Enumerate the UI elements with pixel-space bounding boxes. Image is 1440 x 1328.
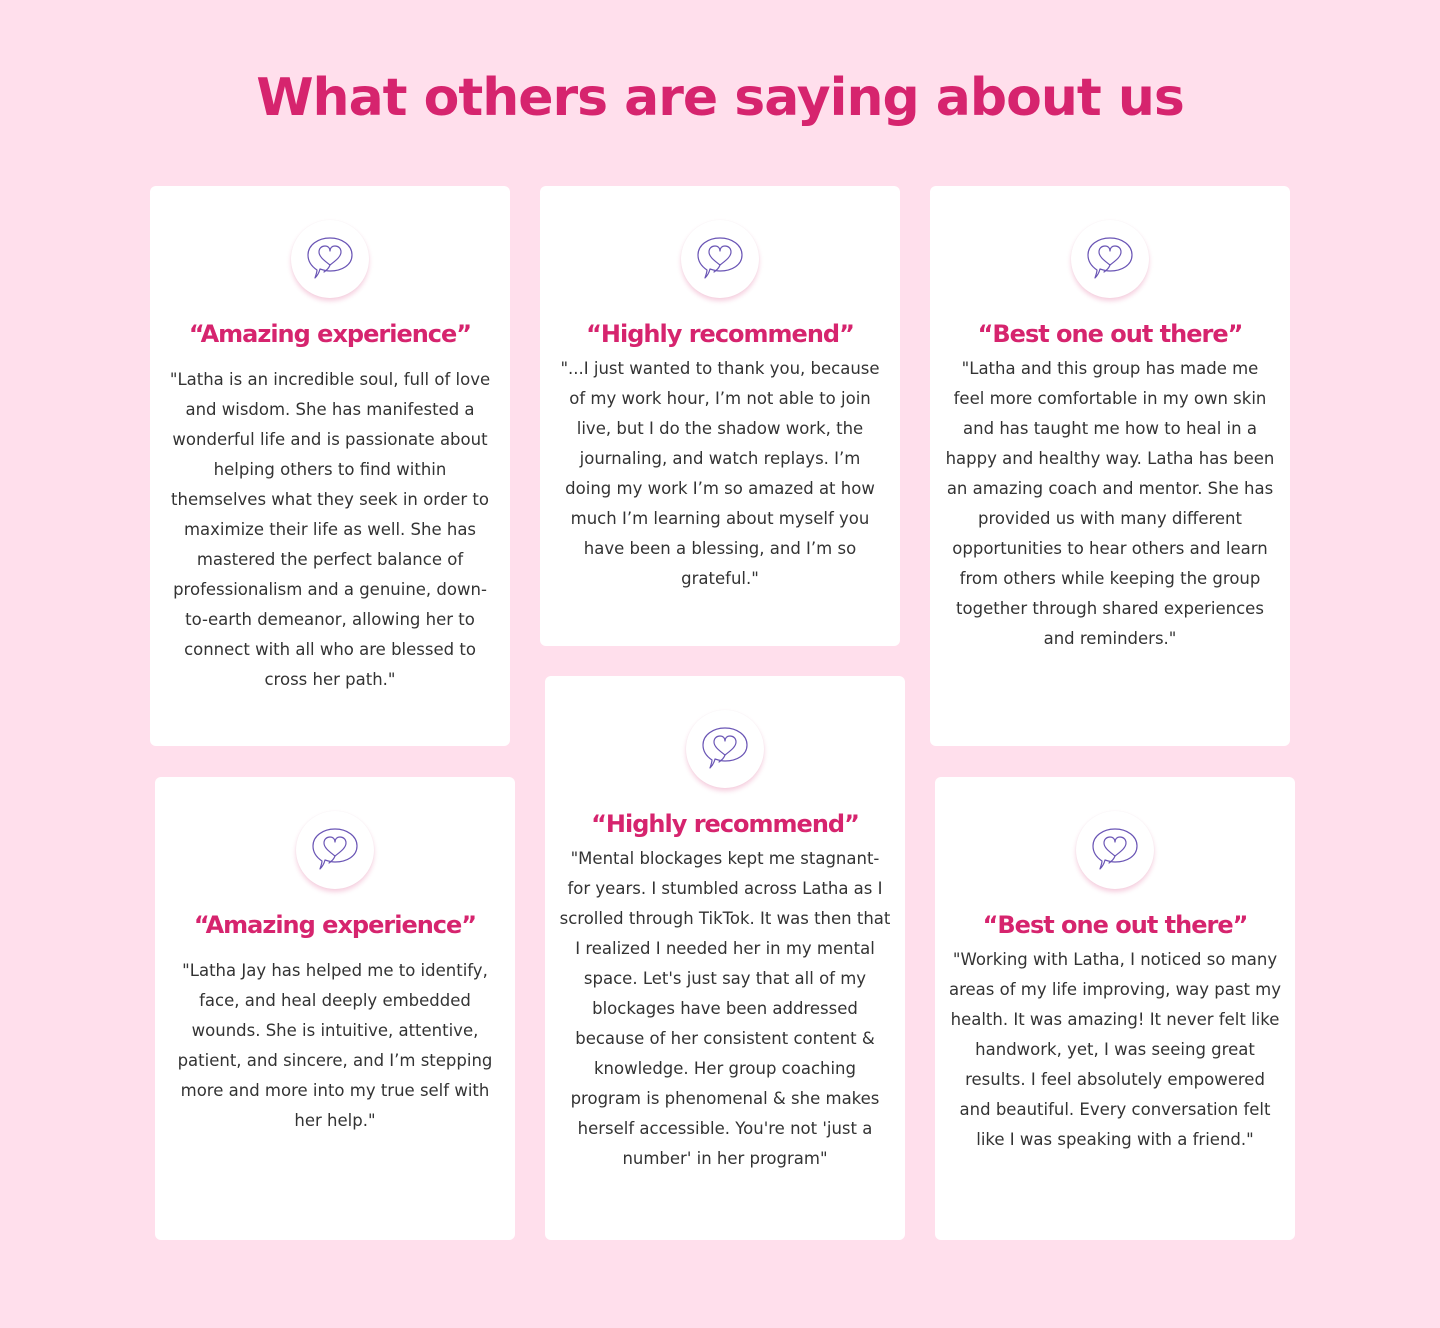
heart-speech-bubble-icon: [308, 823, 362, 877]
testimonial-title: “Amazing experience”: [188, 320, 472, 348]
testimonial-title: “Highly recommend”: [586, 320, 854, 348]
icon-badge: [296, 811, 374, 889]
testimonial-card: [935, 777, 1295, 1240]
icon-badge: [1071, 220, 1149, 298]
testimonial-title: “Best one out there”: [982, 911, 1248, 939]
testimonial-title: “Best one out there”: [977, 320, 1243, 348]
heart-speech-bubble-icon: [693, 232, 747, 286]
heart-speech-bubble-icon: [1088, 823, 1142, 877]
testimonial-card: [545, 676, 905, 1240]
testimonial-title: “Amazing experience”: [193, 911, 477, 939]
testimonial-quote: "Mental blockages kept me stagnant- for years. I stumbled across Latha as I scrolled through TikTok. It was then that I realized I needed her in my mental space. Let's just say that all of my blockages have been addressed because of her consistent content & knowledge. Her group coaching program is phenomenal & she makes herself accessible. You're not 'just a number' in her program": [559, 849, 891, 1168]
testimonial-quote: "Latha and this group has made me feel more comfortable in my own skin and has taught me how to heal in a happy and healthy way. Latha has been an amazing coach and mentor. She has provided us with many different opportunities to hear others and learn from others while keeping the group together through shared experiences and reminders.": [945, 359, 1275, 648]
testimonial-quote: "Latha is an incredible soul, full of love and wisdom. She has manifested a wonderful life and is passionate about helping others to find within themselves what they seek in order to maximize their life as well. She has mastered the perfect balance of professionalism and a genuine, down-to-earth demeanor, allowing her to connect with all who are blessed to cross her path.": [169, 370, 491, 689]
testimonial-card: [930, 186, 1290, 746]
testimonial-quote: "Working with Latha, I noticed so many areas of my life improving, way past my health. It was amazing! It never felt like handwork, yet, I was seeing great results. I feel absolutely empowered and beautiful. Every conversation felt like I was speaking with a friend.": [949, 950, 1282, 1149]
heart-speech-bubble-icon: [1083, 232, 1137, 286]
page-title: What others are saying about us: [256, 68, 1184, 128]
heart-speech-bubble-icon: [303, 232, 357, 286]
icon-badge: [1076, 811, 1154, 889]
icon-badge: [681, 220, 759, 298]
testimonial-card: [540, 186, 900, 646]
icon-badge: [686, 710, 764, 788]
testimonial-card: [150, 186, 510, 746]
testimonial-quote: "...I just wanted to thank you, because of my work hour, I’m not able to join live, but I do the shadow work, the journaling, and watch replays. I’m doing my work I’m so amazed at how much I’m learning about myself you have been a blessing, and I’m so grateful.": [560, 359, 880, 588]
heart-speech-bubble-icon: [698, 722, 752, 776]
testimonial-title: “Highly recommend”: [591, 810, 859, 838]
icon-badge: [291, 220, 369, 298]
testimonial-card: [155, 777, 515, 1240]
testimonial-quote: "Latha Jay has helped me to identify, face, and heal deeply embedded wounds. She is intuitive, attentive, patient, and sincere, and I’m stepping more and more into my true self with her help.": [177, 961, 493, 1130]
